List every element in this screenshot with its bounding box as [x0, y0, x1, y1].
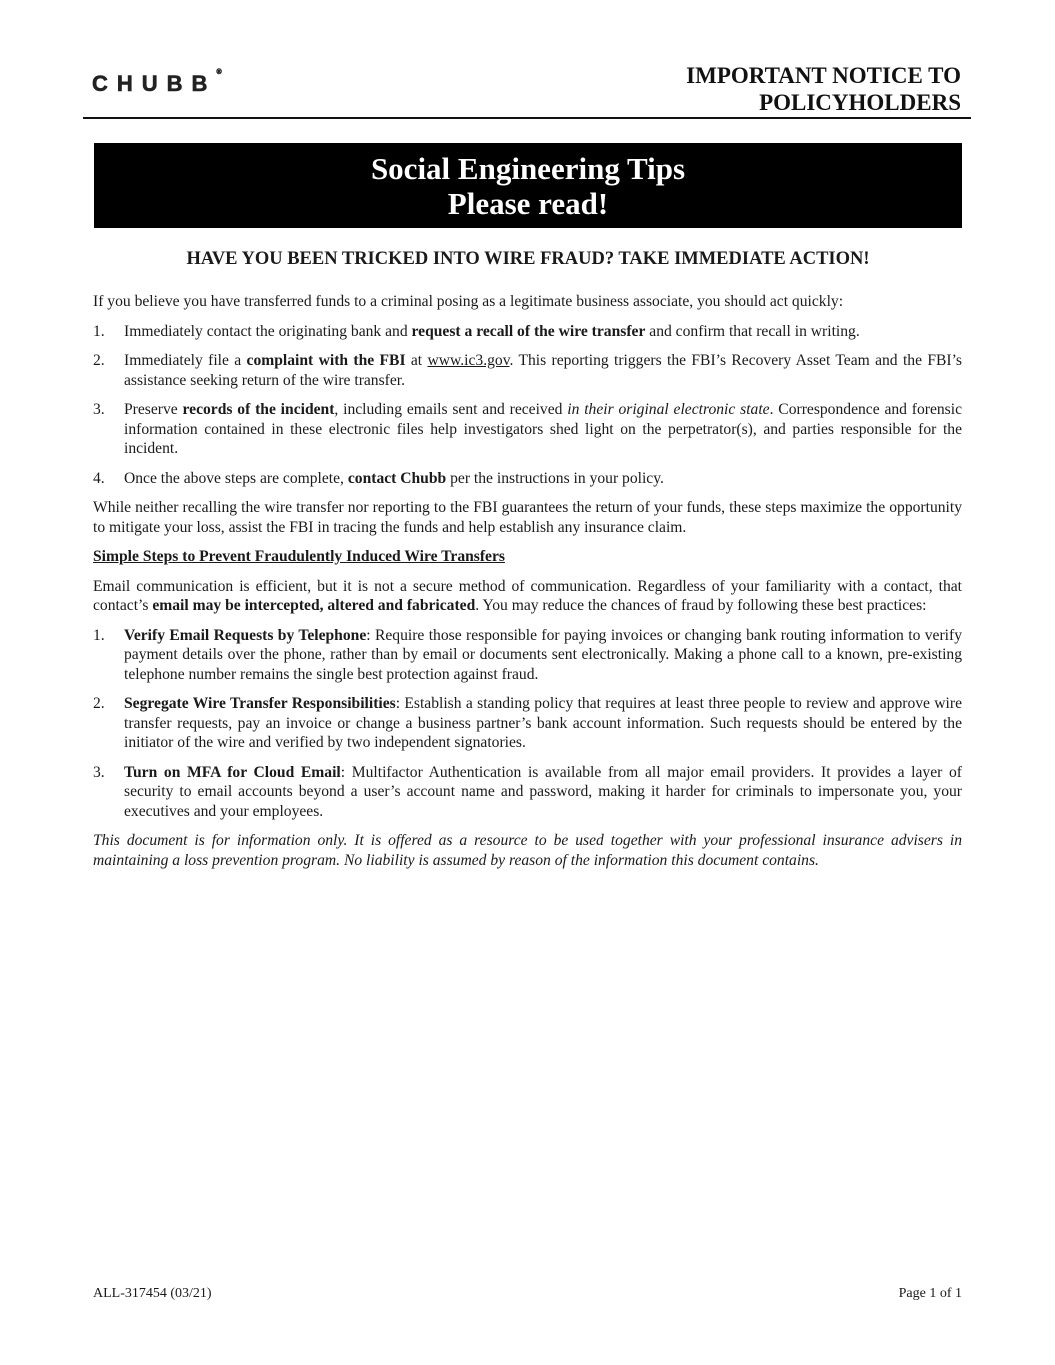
notice-title-line2: POLICYHOLDERS — [759, 90, 961, 115]
list-item — [93, 322, 962, 342]
disclaimer: This document is for information only. It is offered as a resource to be used together with your professional insurance advisers in maintaining a loss prevention program. No liability is assumed by reason of the information this document contains. — [93, 832, 962, 869]
document-body — [93, 292, 962, 870]
form-number: ALL-317454 (03/21) — [93, 1286, 212, 1301]
registered-mark: ® — [216, 69, 222, 76]
list-item — [93, 351, 962, 390]
ic3-link[interactable]: www.ic3.gov — [427, 352, 510, 369]
text: , including emails sent and received — [334, 401, 568, 418]
section-heading: HAVE YOU BEEN TRICKED INTO WIRE FRAUD? TAKE IMMEDIATE ACTION! — [186, 249, 870, 269]
text: : Require those responsible for paying invoices or changing bank routing information to verify payment details over the phone, rather than by email or documents sent electronically. Making a phone call to a known, pre-existing telephone number remains the single best protection against fraud. — [124, 626, 962, 683]
text: Immediately file a — [124, 352, 247, 369]
list-item — [93, 694, 962, 753]
text: and confirm that recall in writing. — [645, 322, 860, 340]
list-item — [93, 400, 962, 459]
after-steps-paragraph: While neither recalling the wire transfer nor reporting to the FBI guarantees the return of your funds, these steps maximize the opportunity to mitigate your loss, assist the FBI in tracing the funds and help establish any insurance claim. — [93, 499, 962, 536]
notice-title-line1: IMPORTANT NOTICE TO — [686, 63, 961, 88]
prevention-intro-paragraph — [93, 577, 962, 616]
banner-subtitle: Please read! — [447, 185, 609, 221]
text: Email communication is efficient, but it is not a secure method of communication. Regardless of your familiarity with a contact, that contact’s — [93, 577, 962, 614]
list-item — [93, 626, 962, 685]
text: . This reporting triggers the FBI’s Recovery Asset Team and the FBI’s assistance seeking return of the wire transfer. — [124, 352, 963, 389]
list-number: 4. — [93, 469, 105, 487]
prevention-subheading: Simple Steps to Prevent Fraudulently Induced Wire Transfers — [93, 548, 505, 565]
bold-text: records of the incident — [182, 401, 335, 418]
title-banner — [94, 143, 962, 228]
list-number: 3. — [93, 763, 105, 781]
bold-text: Verify Email Requests by Telephone — [124, 626, 367, 644]
banner-title: Social Engineering Tips — [370, 150, 686, 186]
text: at — [405, 352, 428, 369]
intro-paragraph: If you believe you have transferred funds to a criminal posing as a legitimate business associate, you should act quickly: — [93, 293, 844, 310]
text: Immediately contact the originating bank and — [124, 322, 412, 340]
bold-text: Segregate Wire Transfer Responsibilities — [124, 695, 396, 712]
bold-text: Turn on MFA for Cloud Email — [124, 763, 341, 781]
action-steps-list — [93, 322, 962, 489]
page-number: Page 1 of 1 — [898, 1286, 962, 1301]
text: Preserve — [124, 401, 183, 418]
bold-text: complaint with the FBI — [246, 352, 406, 369]
list-number: 2. — [93, 352, 105, 369]
header-divider — [83, 117, 971, 119]
list-number: 2. — [93, 695, 105, 712]
list-item — [93, 469, 962, 489]
text: : Multifactor Authentication is available from all major email providers. It provides a layer of security to email accounts beyond a user’s account name and password, making it harder for criminals to impersonate you, your executives and your employees. — [124, 763, 962, 820]
prevention-steps-list — [93, 626, 962, 822]
text: Once the above steps are complete, — [124, 469, 348, 487]
text: : Establish a standing policy that requires at least three people to review and approve wire transfer requests, pay an invoice or change a business partner’s bank account information. Such requests should be entered by the initiator of the wire and verified by two independent signatories. — [124, 695, 963, 751]
text: per the instructions in your policy. — [446, 469, 664, 487]
text: . You may reduce the chances of fraud by following these best practices: — [475, 597, 927, 614]
bold-text: contact Chubb — [347, 469, 447, 487]
list-item — [93, 763, 962, 822]
list-number: 1. — [93, 322, 105, 340]
list-number: 1. — [93, 626, 105, 644]
notice-title — [686, 62, 961, 116]
logo-text: CHUBB — [92, 71, 217, 96]
list-number: 3. — [93, 401, 105, 418]
bold-text: request a recall of the wire transfer — [411, 322, 646, 340]
company-logo — [92, 71, 222, 97]
text: . Correspondence and forensic information contained in these electronic files help investigators shed light on the perpetrator(s), and parties responsible for the incident. — [124, 401, 963, 457]
italic-text: in their original electronic state — [567, 401, 770, 418]
bold-text: email may be intercepted, altered and fabricated — [152, 597, 476, 614]
